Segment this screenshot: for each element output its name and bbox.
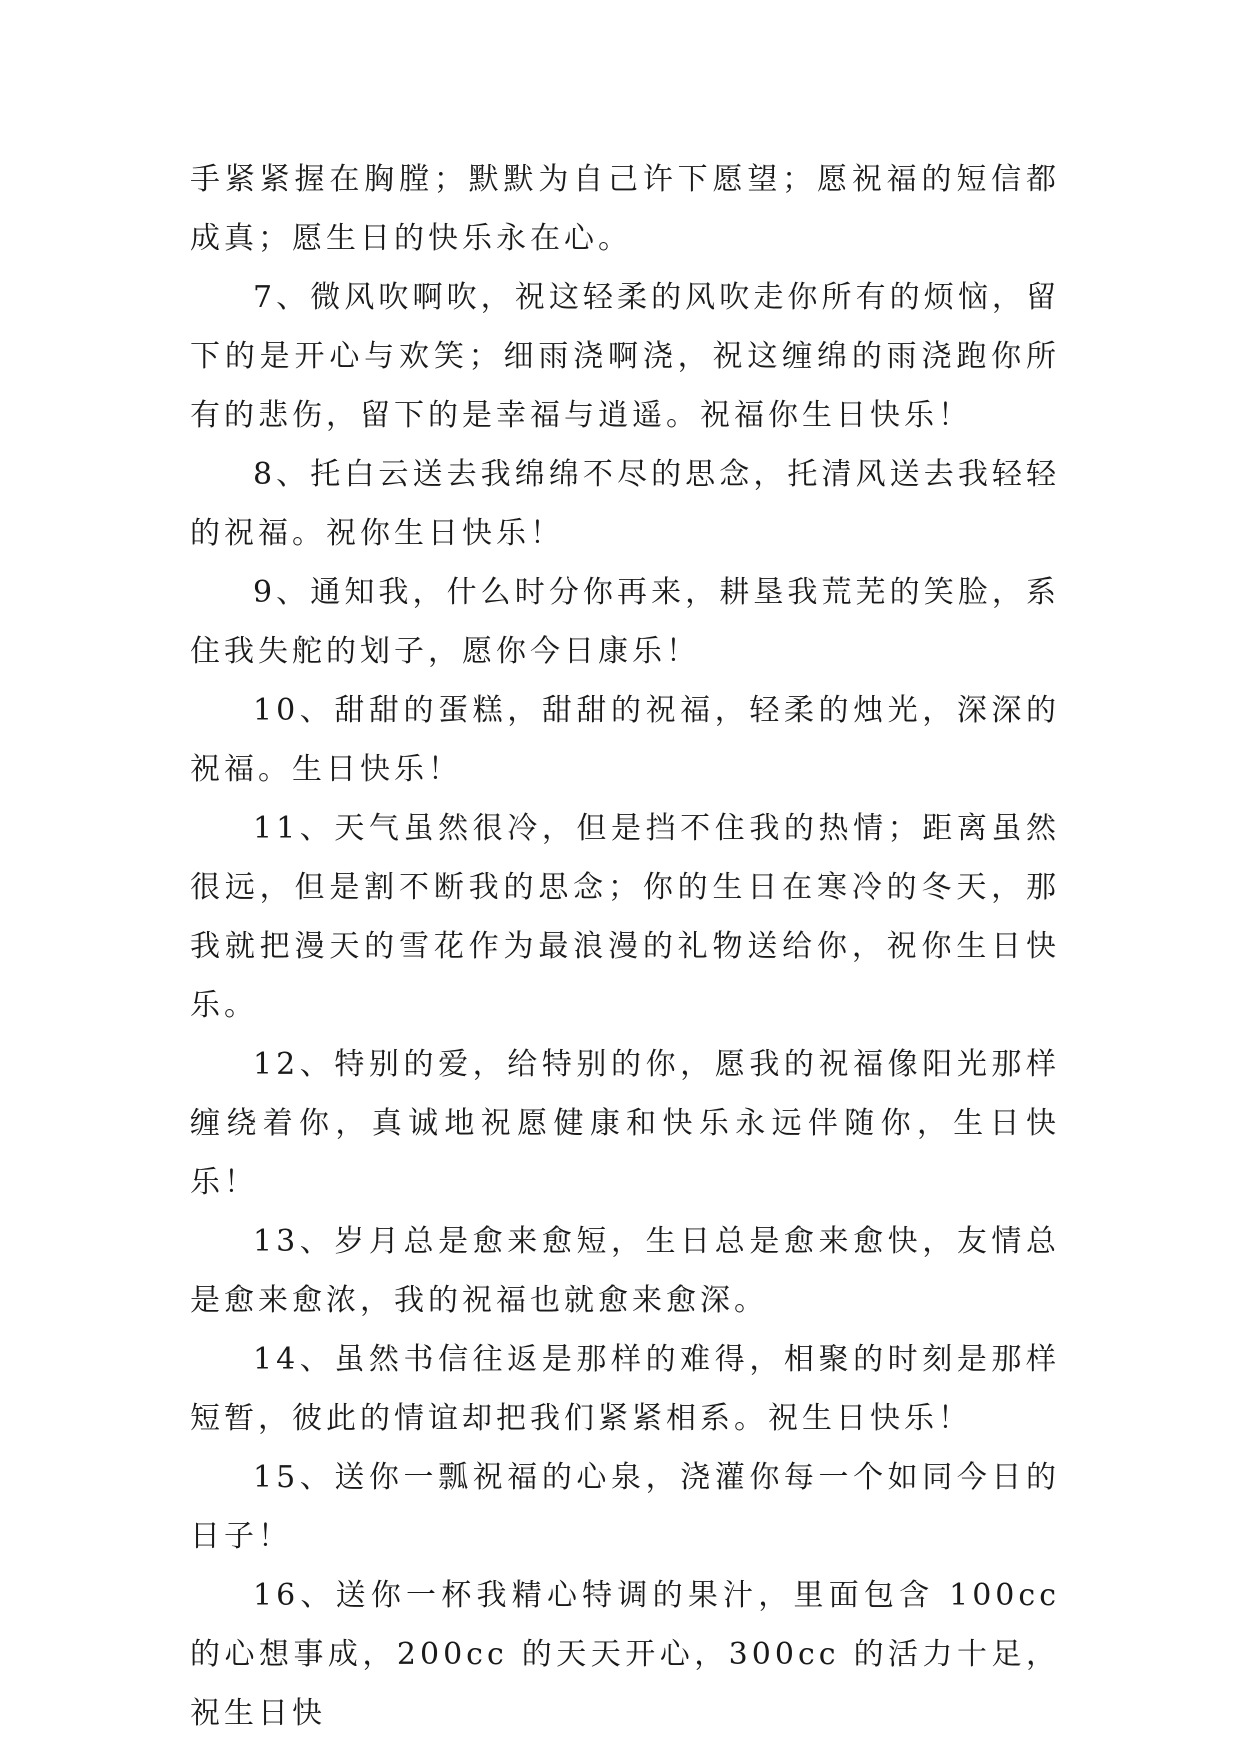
paragraph-9: 9、通知我，什么时分你再来，耕垦我荒芜的笑脸，系住我失舵的划子，愿你今日康乐！ — [190, 575, 1060, 669]
paragraph-continuation: 手紧紧握在胸膛；默默为自己许下愿望；愿祝福的短信都成真；愿生日的快乐永在心。 — [190, 162, 1060, 256]
paragraph-10: 10、甜甜的蛋糕，甜甜的祝福，轻柔的烛光，深深的祝福。生日快乐！ — [190, 693, 1060, 787]
document-body — [190, 150, 1060, 1743]
paragraph-16: 16、送你一杯我精心特调的果汁，里面包含 100cc 的心想事成，200cc 的天天开心，300cc 的活力十足，祝生日快 — [190, 1578, 1060, 1731]
paragraph-12: 12、特别的爱，给特别的你，愿我的祝福像阳光那样缠绕着你，真诚地祝愿健康和快乐永远伴随你，生日快乐！ — [190, 1047, 1060, 1200]
paragraph-15: 15、送你一瓢祝福的心泉，浇灌你每一个如同今日的日子！ — [190, 1460, 1060, 1554]
paragraph-14: 14、虽然书信往返是那样的难得，相聚的时刻是那样短暂，彼此的情谊却把我们紧紧相系。祝生日快乐！ — [190, 1342, 1060, 1436]
paragraph-7: 7、微风吹啊吹，祝这轻柔的风吹走你所有的烦恼，留下的是开心与欢笑；细雨浇啊浇，祝这缠绵的雨浇跑你所有的悲伤，留下的是幸福与逍遥。祝福你生日快乐！ — [190, 280, 1060, 433]
paragraph-11: 11、天气虽然很冷，但是挡不住我的热情；距离虽然很远，但是割不断我的思念；你的生日在寒冷的冬天，那我就把漫天的雪花作为最浪漫的礼物送给你，祝你生日快乐。 — [190, 811, 1060, 1023]
paragraph-13: 13、岁月总是愈来愈短，生日总是愈来愈快，友情总是愈来愈浓，我的祝福也就愈来愈深。 — [190, 1224, 1060, 1318]
paragraph-8: 8、托白云送去我绵绵不尽的思念，托清风送去我轻轻的祝福。祝你生日快乐！ — [190, 457, 1060, 551]
